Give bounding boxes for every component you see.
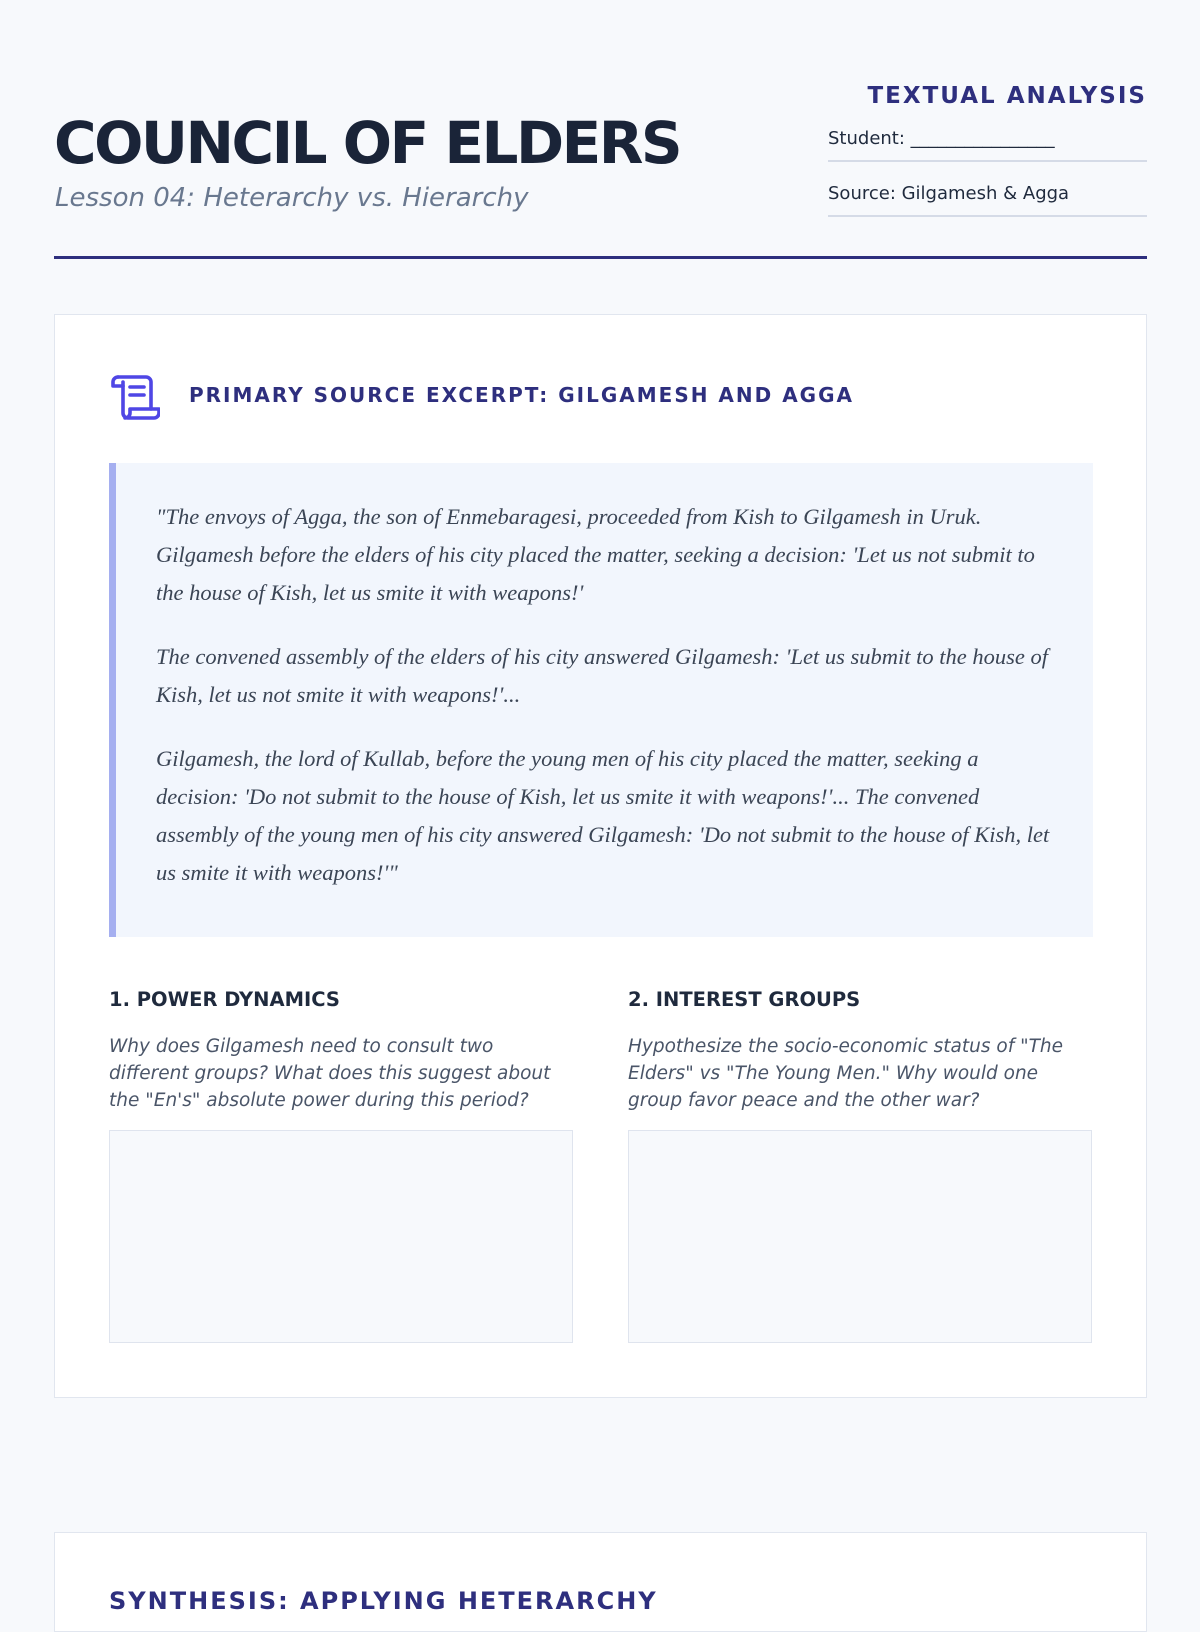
page-title: COUNCIL OF ELDERS — [54, 109, 681, 177]
answer-box-interest-groups[interactable] — [628, 1130, 1092, 1343]
header-divider — [54, 256, 1147, 259]
source-field: Source: Gilgamesh & Agga — [828, 177, 1147, 217]
question-power-dynamics — [109, 985, 573, 1343]
question-heading: 1. POWER DYNAMICS — [109, 988, 340, 1011]
question-interest-groups — [628, 985, 1092, 1343]
quote-paragraph: Gilgamesh, the lord of Kullab, before the young men of his city placed the matter, seeking a decision: 'Do not submit to the house of Kish, let us smite it with weapons!'... The convened assembly of the young men of his city answered Gilgamesh: 'Do not submit to the house of Kish, let us smite it with weapons!'" — [156, 746, 1050, 885]
synthesis-card — [54, 1532, 1147, 1632]
primary-source-card — [54, 314, 1147, 1398]
worksheet-header — [54, 0, 1147, 262]
answer-box-power-dynamics[interactable] — [109, 1130, 573, 1343]
source-quote — [109, 463, 1093, 937]
lesson-subtitle: Lesson 04: Heterarchy vs. Hierarchy — [55, 183, 529, 213]
quote-paragraph: "The envoys of Agga, the son of Enmebaragesi, proceeded from Kish to Gilgamesh in Uruk. Gilgamesh before the elders of his city placed the matter, seeking a decision: 'Let us not submit to the house of Kish, let us smite it with weapons!' — [156, 504, 1035, 605]
question-prompt: Hypothesize the socio-economic status of "The Elders" vs "The Young Men." Why would one group favor peace and the other war? — [628, 1036, 1064, 1111]
worksheet-type-label: TEXTUAL ANALYSIS — [867, 83, 1147, 109]
scroll-icon — [110, 371, 160, 421]
quote-paragraph: The convened assembly of the elders of his city answered Gilgamesh: 'Let us submit to the house of Kish, let us not smite it with weapons!'... — [156, 644, 1048, 707]
question-heading: 2. INTEREST GROUPS — [628, 988, 861, 1011]
excerpt-section-title: PRIMARY SOURCE EXCERPT: GILGAMESH AND AGGA — [189, 383, 854, 407]
synthesis-section-title: SYNTHESIS: APPLYING HETERARCHY — [109, 1587, 658, 1615]
question-prompt: Why does Gilgamesh need to consult two different groups? What does this suggest about the "En's" absolute power during this period? — [109, 1036, 551, 1111]
student-name-field[interactable]: Student: ________________ — [828, 122, 1147, 162]
